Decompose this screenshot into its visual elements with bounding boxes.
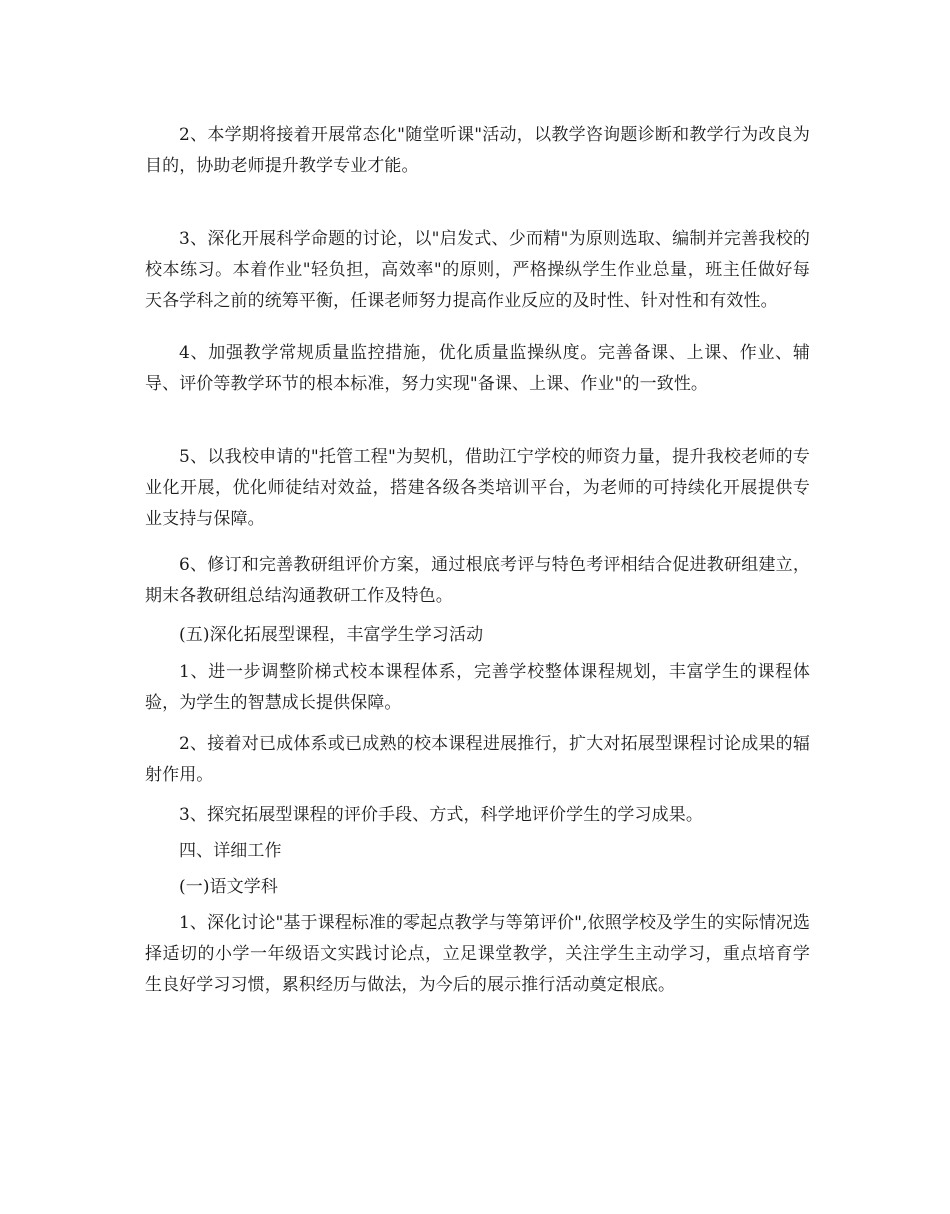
paragraph-3: 4、加强教学常规质量监控措施，优化质量监操纵度。完善备课、上课、作业、辅导、评价等教学环节的根本标准，努力实现"备课、上课、作业"的一致性。 xyxy=(145,343,810,394)
paragraph-8: 2、接着对已成体系或已成熟的校本课程进展推行，扩大对拓展型课程讨论成果的辐射作用。 xyxy=(145,734,810,785)
paragraph-12: 1、深化讨论"基于课程标准的零起点教学与等第评价",依照学校及学生的实际情况选择适切的小学一年级语文实践讨论点，立足课堂教学，关注学生主动学习，重点培育学生良好学习习惯，累积经历与做法，为今后的展示推行活动奠定根底。 xyxy=(145,913,810,995)
paragraph-9: 3、探究拓展型课程的评价手段、方式，科学地评价学生的学习成果。 xyxy=(179,805,703,825)
paragraph-5: 6、修订和完善教研组评价方案，通过根底考评与特色考评相结合促进教研组建立，期末各教研组总结沟通教研工作及特色。 xyxy=(145,555,810,606)
subsection-heading-1: (一)语文学科 xyxy=(179,877,278,897)
paragraph-4: 5、以我校申请的"托管工程"为契机，借助江宁学校的师资力量，提升我校老师的专业化开展，优化师徒结对效益，搭建各级各类培训平台，为老师的可持续化开展提供专业支持与保障。 xyxy=(145,447,810,529)
section-heading-5: (五)深化拓展型课程，丰富学生学习活动 xyxy=(179,625,484,645)
paragraph-2: 3、深化开展科学命题的讨论，以"启发式、少而精"为原则选取、编制并完善我校的校本练习。本着作业"轻负担，高效率"的原则，严格操纵学生作业总量，班主任做好每天各学科之前的统筹平衡，任课老师努力提高作业反应的及时性、针对性和有效性。 xyxy=(145,229,810,311)
paragraph-1: 2、本学期将接着开展常态化"随堂听课"活动，以教学咨询题诊断和教学行为改良为目的，协助老师提升教学专业才能。 xyxy=(145,125,810,176)
section-heading-4: 四、详细工作 xyxy=(179,841,282,861)
paragraph-7: 1、进一步调整阶梯式校本课程体系，完善学校整体课程规划，丰富学生的课程体验，为学生的智慧成长提供保障。 xyxy=(145,662,810,713)
